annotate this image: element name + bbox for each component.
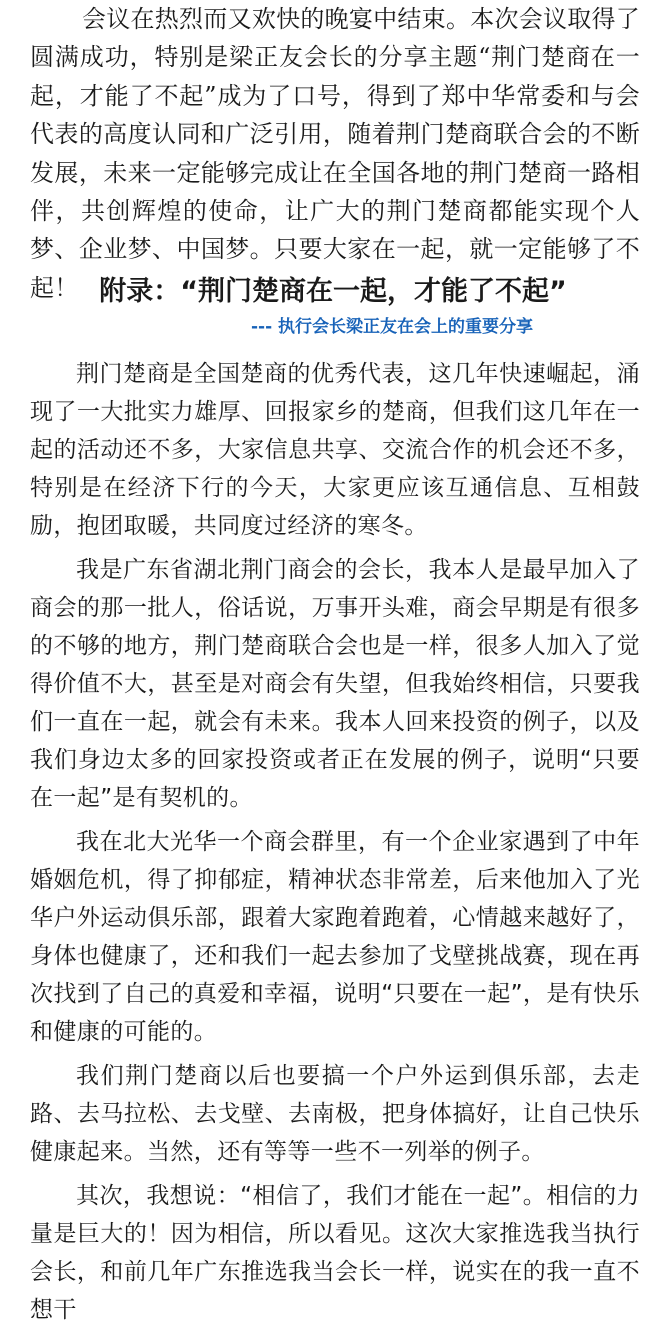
body-paragraph: 我们荆门楚商以后也要搞一个户外运到俱乐部，去走路、去马拉松、去戈壁、去南极，把身体搞好，让自己快乐健康起来。当然，还有等等一些不一列举的例子。 [30, 1063, 640, 1165]
appendix-body [30, 355, 640, 1335]
body-paragraph: 其次，我想说：“相信了，我们才能在一起”。相信的力量是巨大的！因为相信，所以看见。这次大家推选我当执行会长，和前几年广东推选我当会长一样，说实在的我一直不想干 [30, 1183, 640, 1323]
intro-paragraph: 会议在热烈而又欢快的晚宴中结束。本次会议取得了圆满成功，特别是梁正友会长的分享主题“荆门楚商在一起，才能了不起”成为了口号，得到了郑中华常委和与会代表的高度认同和广泛引用，随着荆门楚商联合会的不断发展，未来一定能够完成让在全国各地的荆门楚商一路相伴，共创辉煌的使命，让广大的荆门楚商都能实现个人梦、企业梦、中国梦。只要大家在一起，就一定能够了不起！ [30, 5, 640, 302]
appendix-subtitle: --- 执行会长梁正友在会上的重要分享 [250, 317, 534, 337]
body-paragraph: 荆门楚商是全国楚商的优秀代表，这几年快速崛起，涌现了一大批实力雄厚、回报家乡的楚商，但我们这几年在一起的活动还不多，大家信息共享、交流合作的机会还不多，特别是在经济下行的今天，大家更应该互通信息、互相鼓励，抱团取暖，共同度过经济的寒冬。 [30, 361, 640, 539]
body-paragraph: 我是广东省湖北荆门商会的会长，我本人是最早加入了商会的那一批人，俗话说，万事开头难，商会早期是有很多的不够的地方，荆门楚商联合会也是一样，很多人加入了觉得价值不大，甚至是对商会有失望，但我始终相信，只要我们一直在一起，就会有未来。我本人回来投资的例子，以及我们身边太多的回家投资或者正在发展的例子，说明“只要在一起”是有契机的。 [30, 557, 640, 811]
appendix-title: 附录：“荆门楚商在一起，才能了不起” [99, 276, 567, 307]
body-paragraph: 我在北大光华一个商会群里，有一个企业家遇到了中年婚姻危机，得了抑郁症，精神状态非常差，后来他加入了光华户外运动俱乐部，跟着大家跑着跑着，心情越来越好了，身体也健康了，还和我们一起去参加了戈壁挑战赛，现在再次找到了自己的真爱和幸福，说明“只要在一起”，是有快乐和健康的可能的。 [30, 829, 640, 1045]
